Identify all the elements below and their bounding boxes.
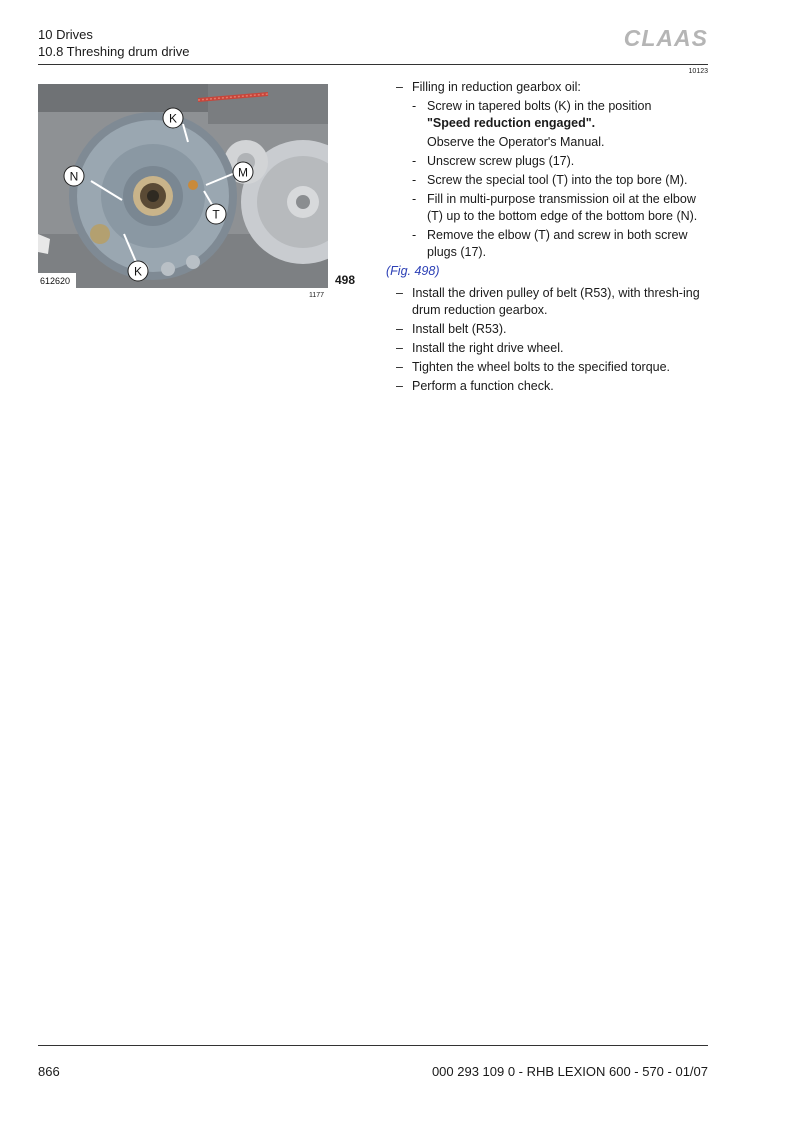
svg-text:T: T xyxy=(212,207,220,222)
doc-code: 10123 xyxy=(688,68,708,75)
callout-m xyxy=(233,162,253,182)
svg-text:K: K xyxy=(133,264,143,279)
svg-text:K: K xyxy=(168,111,178,126)
item-text: Unscrew screw plugs (17). xyxy=(427,154,575,168)
page-number: 866 xyxy=(38,1064,60,1079)
footer-doc-ref: 000 293 109 0 - RHB LEXION 600 - 570 - 01/07 xyxy=(431,1064,708,1079)
figure-subcode: 1177 xyxy=(309,292,325,299)
svg-text:N: N xyxy=(69,169,79,184)
sub-list-item xyxy=(386,227,711,261)
item-note: Observe the Operator's Manual. xyxy=(427,135,605,149)
dash: - xyxy=(412,154,417,168)
image-id-label xyxy=(38,273,76,288)
dash: - xyxy=(412,228,417,242)
sub-list-item xyxy=(386,172,711,189)
list-item xyxy=(386,321,711,338)
claas-logo xyxy=(604,24,710,52)
sub-list-item xyxy=(386,153,711,170)
header-section: 10.8 Threshing drum drive xyxy=(38,44,190,59)
dash: – xyxy=(396,341,403,355)
item-text: Install the right drive wheel. xyxy=(412,341,564,355)
logo-text: CLAAS xyxy=(623,25,708,51)
item-text: Remove the elbow (T) and screw in both screw plugs (17). xyxy=(427,228,688,259)
dash: – xyxy=(396,286,403,300)
item-text: Perform a function check. xyxy=(412,379,554,393)
svg-text:612620: 612620 xyxy=(40,276,71,286)
dash: - xyxy=(412,192,417,206)
item-text: Filling in reduction gearbox oil: xyxy=(412,80,581,94)
item-text: Tighten the wheel bolts to the specified torque. xyxy=(412,360,671,374)
item-bold-text: "Speed reduction engaged". xyxy=(427,116,596,130)
callout-k-top xyxy=(163,108,183,128)
callout-k-bottom xyxy=(128,261,148,281)
header-rule xyxy=(38,64,708,65)
list-item xyxy=(386,359,711,376)
dash: - xyxy=(412,173,417,187)
dash: – xyxy=(396,379,403,393)
sub-list-item xyxy=(386,98,711,132)
footer-rule xyxy=(38,1045,708,1046)
callout-t xyxy=(206,204,226,224)
list-item xyxy=(386,378,711,395)
dash: – xyxy=(396,80,403,94)
item-text: Install belt (R53). xyxy=(412,322,507,336)
item-text: Fill in multi-purpose transmission oil at the elbow (T) up to the bottom edge of the bottom bore (N). xyxy=(427,192,698,223)
list-item xyxy=(386,285,711,319)
sub-list-item xyxy=(386,191,711,225)
figure-photo xyxy=(38,84,328,288)
item-text: Screw the special tool (T) into the top bore (M). xyxy=(427,173,688,187)
header-chapter: 10 Drives xyxy=(38,27,93,42)
dash: – xyxy=(396,322,403,336)
callout-n xyxy=(64,166,84,186)
dash: - xyxy=(412,99,417,113)
list-item xyxy=(386,340,711,357)
instructions xyxy=(386,79,711,397)
list-item xyxy=(386,79,711,96)
svg-text:M: M xyxy=(238,165,248,180)
dash: – xyxy=(396,360,403,374)
figure-number: 498 xyxy=(335,273,356,287)
item-text: Screw in tapered bolts (K) in the position xyxy=(427,99,652,113)
figure-reference-link[interactable]: (Fig. 498) xyxy=(386,264,440,278)
item-text: Install the driven pulley of belt (R53), with thresh-ing drum reduction gearbox. xyxy=(412,286,700,317)
